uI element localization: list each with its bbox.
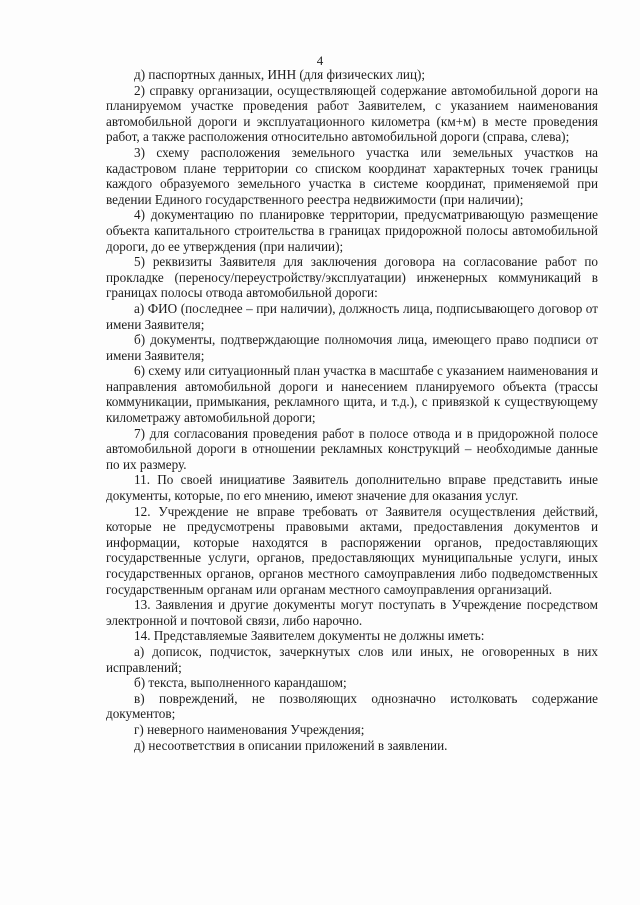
paragraph-clause-11: 11. По своей инициативе Заявитель дополнительно вправе представить иные документы, которые, по его мнению, имеют значение для оказания услуг. [106,472,598,504]
paragraph-clause-14: 14. Представляемые Заявителем документы не должны иметь: [134,628,485,644]
paragraph-clause-14a: а) дописок, подчисток, зачеркнутых слов или иных, не оговоренных в них исправлений; [106,643,598,675]
paragraph-passport-data: д) паспортных данных, ИНН (для физических лиц); [134,67,426,82]
paragraph-item-5-requisites: 5) реквизиты Заявителя для заключения договора на согласование работ по прокладке (переносу/переустройству/эксплуатации) инженерных коммуникаций в границах полосы отвода автомобильной дороги: [106,254,598,301]
paragraph-clause-14v: в) повреждений, не позволяющих однозначно истолковать содержание документов; [106,690,598,722]
document-body [106,67,598,753]
paragraph-clause-12: 12. Учреждение не вправе требовать от Заявителя осуществления действий, которые не предусмотрены правовыми актами, предоставления документов и информации, которые находятся в распоряжении органов, предоставляющих государственные услуги, органов, предоставляющих муниципальные услуги, иных государственных органов, органов местного самоуправления либо подведомственных государственным органам или органам местного самоуправления организаций. [106,503,598,597]
paragraph-item-5a-name: а) ФИО (последнее – при наличии), должность лица, подписывающего договор от имени Заявителя; [106,300,598,332]
paragraph-clause-14d: д) несоответствия в описании приложений в заявлении. [134,737,448,753]
paragraph-item-3-land-scheme: 3) схему расположения земельного участка или земельных участков на кадастровом плане территории со списком координат характерных точек границы каждого образуемого земельного участка в системе координат, применяемой при ведении Единого государственного реестра недвижимости (при наличии); [106,144,598,207]
paragraph-clause-14g: г) неверного наименования Учреждения; [134,721,365,737]
paragraph-item-7-advertising: 7) для согласования проведения работ в полосе отвода и в придорожной полосе автомобильной дороги в отношении рекламных конструкций – необходимые данные по их размеру. [106,425,598,472]
paragraph-item-2-road-reference: 2) справку организации, осуществляющей содержание автомобильной дороги на планируемом участке проведения работ Заявителем, с указанием наименования автомобильной дороги и эксплуатационного километра (км+м) в месте проведения работ, а также расположения относительно автомобильной дороги (справа, слева); [106,82,598,145]
paragraph-clause-14b: б) текста, выполненного карандашом; [134,675,347,691]
paragraph-item-6-site-plan: 6) схему или ситуационный план участка в масштабе с указанием наименования и направления автомобильной дороги и нанесением планируемого объекта (трассы коммуникации, примыкания, рекламного щита, и т.д.), с привязкой к существующему километражу автомобильной дороги; [106,363,598,426]
paragraph-item-4-planning-docs: 4) документацию по планировке территории, предусматривающую размещение объекта капитального строительства в границах придорожной полосы автомобильной дороги, до ее утверждения (при наличии); [106,207,598,254]
paragraph-clause-13: 13. Заявления и другие документы могут поступать в Учреждение посредством электронной и почтовой связи, либо нарочно. [106,597,598,628]
paragraph-item-5b-authority: б) документы, подтверждающие полномочия лица, имеющего право подписи от имени Заявителя; [106,332,598,363]
page-number: 4 [316,53,324,68]
